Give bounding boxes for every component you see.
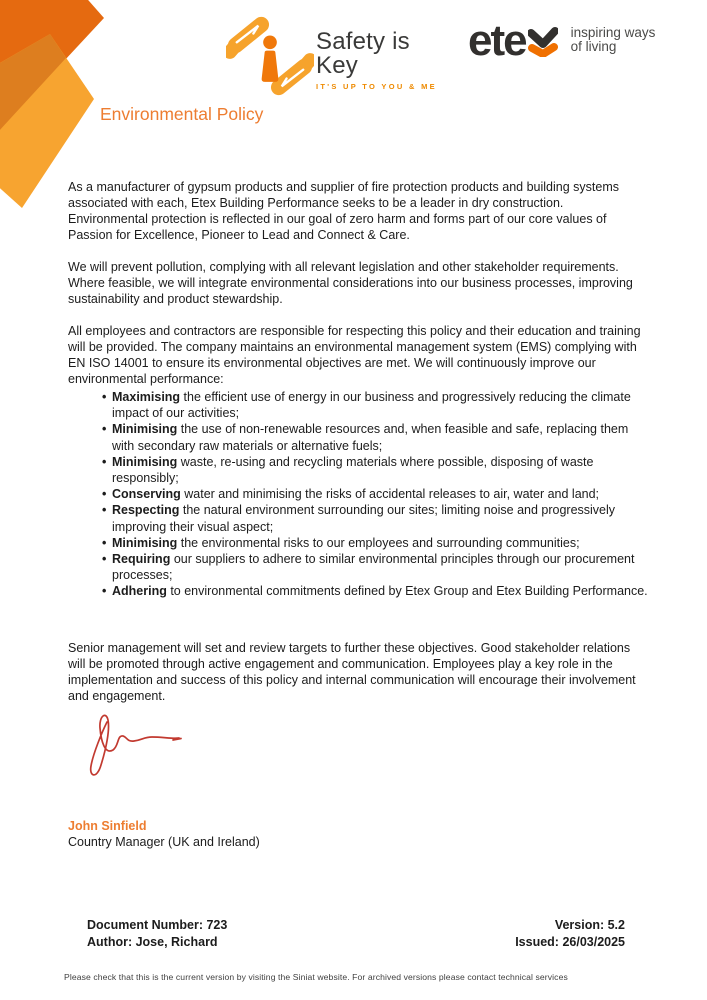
signatory-name: John Sinfield (68, 819, 147, 833)
bullet-item: • Respecting the natural environment surrounding our sites; limiting noise and progressively improving their visual aspect; (112, 502, 652, 534)
policy-bullet-list (100, 389, 652, 600)
etex-tagline-line1: inspiring ways (570, 25, 656, 40)
signature-image (76, 706, 211, 794)
bullet-lead-word: Maximising (112, 390, 181, 404)
paragraph-closing: Senior management will set and review targets to further these objectives. Good stakeholder relations will be promoted through active engagement and communication. Employees play a key role in the implementation and success of this policy and internal communication will encourage their involvement and engagement. (68, 640, 636, 704)
footer-left-block (87, 917, 227, 950)
signatory-role: Country Manager (UK and Ireland) (68, 835, 260, 849)
paragraph-intro: As a manufacturer of gypsum products and supplier of fire protection products and building systems associated with each, Etex Building Performance seeks to be a leader in dry construction. Environmental protection is reflected in our goal of zero harm and forms part of our core values of Passion for Excellence, Pioneer to Lead and Connect & Care. (68, 179, 619, 243)
page-title: Environmental Policy (100, 104, 264, 124)
bullet-lead-word: Adhering (112, 584, 167, 599)
safety-is-key-tagline: IT'S UP TO YOU & ME (316, 82, 437, 91)
footer-disclaimer: Please check that this is the current version by visiting the Siniat website. For archived versions please contact technical services (64, 972, 568, 982)
bullet-item: • Conserving water and minimising the risks of accidental releases to air, water and land; (112, 486, 652, 502)
paragraph-pollution: We will prevent pollution, complying with all relevant legislation and other stakeholder requirements. Where feasible, we will integrate environmental considerations into our business processes, improving sustainability and product stewardship. (68, 259, 633, 306)
etex-tagline-line2: of living (570, 39, 617, 54)
bullet-lead-word: Conserving (112, 487, 181, 502)
bullet-item: • Minimising waste, re-using and recycling materials where possible, disposing of waste responsibly; (112, 454, 652, 486)
etex-wordmark (468, 16, 558, 65)
bullet-lead-word: Minimising (112, 535, 178, 550)
bullet-lead-word: Minimising (112, 422, 178, 437)
bullet-item: • Adhering to environmental commitments defined by Etex Group and Etex Building Performance. (112, 583, 652, 599)
bullet-item: • Minimising the use of non-renewable resources and, when feasible and safe, replacing them with secondary raw materials or alternative fuels; (112, 421, 652, 453)
bullet-item: • Minimising the environmental risks to our employees and surrounding communities; (112, 535, 652, 551)
etex-x-icon (528, 27, 558, 57)
bullet-lead-word: Minimising (112, 454, 178, 469)
document-version: Version: 5.2 (554, 918, 625, 932)
etex-tagline (571, 26, 656, 54)
bullet-item: • Maximising the efficient use of energy in our business and progressively reducing the climate impact of our activities; (112, 389, 652, 421)
bullet-lead-word: Requiring (112, 552, 171, 567)
bullet-item: • Requiring our suppliers to adhere to similar environmental principles through our procurement processes; (112, 551, 652, 583)
safety-is-key-icon (226, 12, 314, 100)
document-author: Author: Jose, Richard (87, 934, 218, 949)
safety-is-key-text (316, 12, 456, 104)
footer-right-block (515, 917, 625, 950)
safety-is-key-logo (226, 12, 456, 104)
etex-logo (468, 16, 656, 65)
bullet-lead-word: Respecting (112, 503, 180, 518)
paragraph-ems: All employees and contractors are responsible for respecting this policy and their education and training will be provided. The company maintains an environmental management system (EMS) complying with EN ISO 14001 to ensure its environmental objectives are met. We will continuously improve our environmental performance: (68, 323, 641, 387)
document-issued-date: Issued: 26/03/2025 (515, 934, 625, 949)
document-number: Document Number: 723 (87, 918, 228, 932)
etex-wordmark-text: ete (468, 16, 526, 65)
safety-is-key-title: Safety is Key (316, 28, 410, 79)
